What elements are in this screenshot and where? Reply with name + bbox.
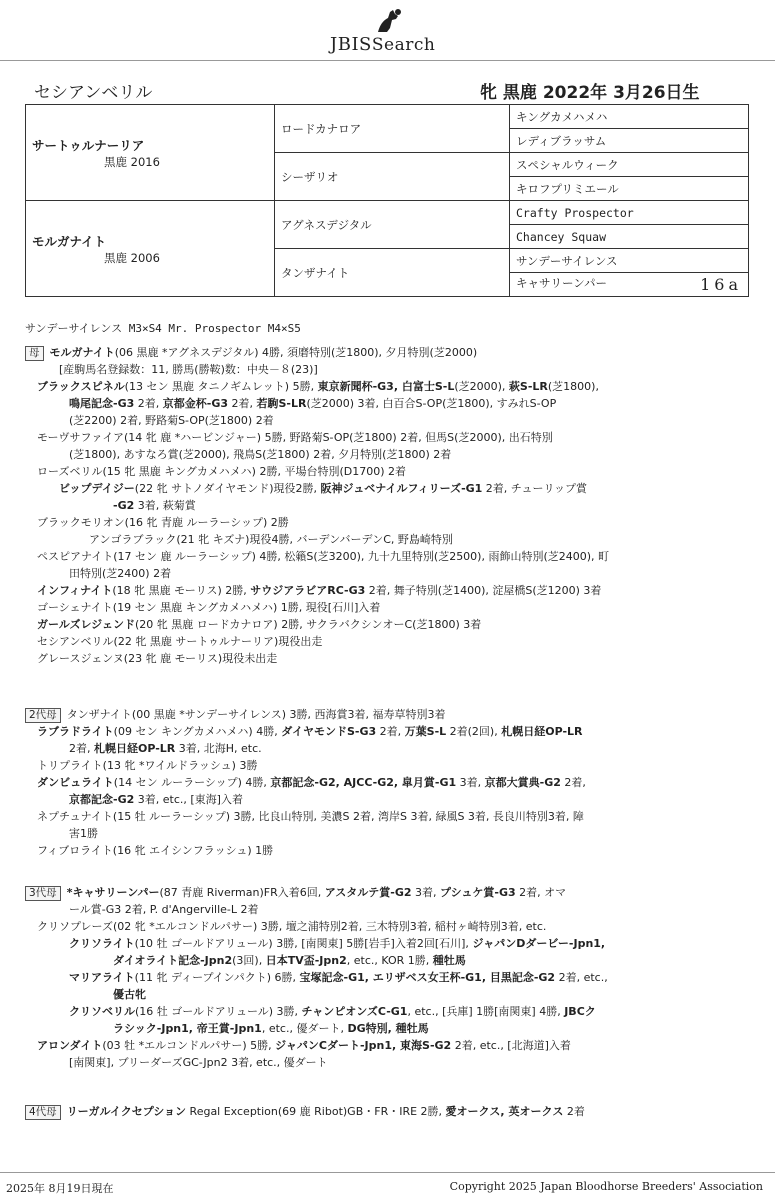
highlight-text: 宝塚記念-G1, エリザベス女王杯-G1, 目黒記念-G2 [299, 971, 556, 984]
highlight-text: 京都記念-G2 [69, 793, 135, 806]
family-line [25, 808, 725, 825]
record-text: ール賞-G3 2着, P. d'Angerville-L 2着 [69, 903, 259, 916]
record-text: グレースジェンヌ(23 牝 鹿 モーリス)現役未出走 [37, 652, 278, 665]
record-text: , etc., [兵庫] 1勝[南関東] 4勝, [407, 1005, 565, 1018]
generation-label: 2代母 [25, 708, 61, 723]
record-text: (11 牝 ディープインパクト) 6勝, [134, 971, 300, 984]
highlight-text: 種牡馬 [432, 954, 466, 967]
record-text: (03 牡 *エルコンドルパサー) 5勝, [102, 1039, 276, 1052]
family-section [25, 1103, 725, 1120]
record-text: ネプチュナイト(15 牡 ルーラーシップ) 3勝, 比良山特別, 美濃S 2着, 湾岸S 3着, 緑風S 3着, 長良川特別3着, 障 [37, 810, 584, 823]
highlight-text: ダイオライト記念-Jpn2 [113, 954, 233, 967]
family-line [25, 599, 725, 616]
record-text: 2着, etc., [555, 971, 608, 984]
record-text: ペスピアナイト(17 セン 鹿 ルーラーシップ) 4勝, 松籟S(芝3200), 九十九里特別(芝2500), 雨飾山特別(芝2400), 町 [37, 550, 610, 563]
highlight-text: 優古牝 [113, 988, 146, 1001]
highlight-text: 京都金杯-G3 [162, 397, 228, 410]
record-text: 2着, チューリップ賞 [482, 482, 588, 495]
record-text: ローズベリル(15 牝 黒鹿 キングカメハメハ) 2勝, 平場台特別(D1700) 2着 [37, 465, 406, 478]
pedigree-cell[interactable]: スペシャルウィーク [510, 153, 749, 177]
family-line [25, 514, 725, 531]
highlight-text: アスタルテ賞-G2 [324, 886, 412, 899]
highlight-text: チャンピオンズC-G1 [301, 1005, 408, 1018]
family-line [25, 463, 725, 480]
highlight-text: クリソライト [69, 937, 135, 950]
record-text: (3回), [232, 954, 266, 967]
record-text: タンザナイト(00 黒鹿 *サンデーサイレンス) 3勝, 西海賞3着, 福寿草特別3着 [66, 708, 446, 721]
highlight-text: 札幌日経OP-LR [501, 725, 583, 738]
highlight-text: ジャパンDダービー-Jpn1, [472, 937, 606, 950]
record-text: [産駒馬名登録数：11, 勝馬(勝鞍)数：中央－８(23)] [59, 363, 318, 376]
highlight-text: 京都大賞典-G2 [484, 776, 561, 789]
family-line [25, 650, 725, 667]
family-line [25, 774, 725, 791]
highlight-text: 日本TV盃-Jpn2 [265, 954, 347, 967]
highlight-text: ダンビュライト [37, 776, 114, 789]
pedigree-dam-dam[interactable]: タンザナイト [275, 249, 510, 297]
family-line [25, 706, 725, 723]
pedigree-dam[interactable]: モルガナイト 黒鹿 2006 [26, 201, 275, 297]
record-text: 2着, 舞子特別(芝1400), 淀屋橋S(芝1200) 3着 [365, 584, 602, 597]
generation-label: 3代母 [25, 886, 61, 901]
highlight-text: 東京新聞杯-G3, 白富士S-L [317, 380, 455, 393]
family-line [25, 740, 725, 757]
highlight-text: ビップデイジー [59, 482, 135, 495]
family-line [25, 429, 725, 446]
record-text: 3着, 萩菊賞 [134, 499, 196, 512]
generation-label: 母 [25, 346, 44, 361]
record-text: 2着, [69, 742, 94, 755]
highlight-text: インフィナイト [37, 584, 113, 597]
family-line [25, 1103, 725, 1120]
highlight-text: 阪神ジュベナイルフィリーズ-G1 [320, 482, 483, 495]
highlight-text: クリソベリル [69, 1005, 135, 1018]
family-line [25, 582, 725, 599]
family-line [25, 884, 725, 901]
record-text: , etc., 優ダート, [261, 1022, 348, 1035]
pedigree-cell[interactable]: Chancey Squaw [510, 225, 749, 249]
family-line [25, 791, 725, 808]
pedigree-cell[interactable]: キャサリーンパー 16a [510, 273, 749, 297]
footer-divider [0, 1172, 775, 1173]
record-text: [南関東], ブリーダーズGC-Jpn2 3着, etc., 優ダート [69, 1056, 328, 1069]
family-section [25, 344, 725, 667]
family-line [25, 548, 725, 565]
record-text: (20 牝 黒鹿 ロードカナロア) 2勝, サクラバクシンオーC(芝1800) 3着 [134, 618, 482, 631]
family-line [25, 344, 725, 361]
family-line [25, 633, 725, 650]
record-text: 3着, 北海H, etc. [175, 742, 262, 755]
record-text: 2着(2回), [446, 725, 502, 738]
record-text: (14 セン ルーラーシップ) 4勝, [113, 776, 271, 789]
family-line [25, 395, 725, 412]
record-text: 2着, etc., [北海道]入着 [451, 1039, 571, 1052]
record-text: (06 黒鹿 *アグネスデジタル) 4勝, 須磨特別(芝1800), 夕月特別(芝2000) [114, 346, 478, 359]
pedigree-table [25, 104, 749, 297]
family-line [25, 1037, 725, 1054]
family-line [25, 446, 725, 463]
record-text: 田特別(芝2400) 2着 [69, 567, 172, 580]
highlight-text: 萩S-LR [508, 380, 548, 393]
family-line [25, 531, 725, 548]
highlight-text: 万葉S-L [404, 725, 447, 738]
highlight-text: アロンダイト [37, 1039, 103, 1052]
family-line [25, 969, 725, 986]
pedigree-sire[interactable]: サートゥルナーリア 黒鹿 2016 [26, 105, 275, 201]
family-line [25, 986, 725, 1003]
pedigree-cell[interactable]: キロフプリミエール [510, 177, 749, 201]
highlight-text: ジャパンCダート-Jpn1, 東海S-G2 [275, 1039, 452, 1052]
family-line [25, 952, 725, 969]
highlight-text: ラシック-Jpn1, 帝王賞-Jpn1 [113, 1022, 262, 1035]
record-text: Regal Exception(69 鹿 Ribot)GB・FR・IRE 2勝, [186, 1105, 446, 1118]
highlight-text: サウジアラビアRC-G3 [250, 584, 366, 597]
family-line [25, 757, 725, 774]
family-line [25, 412, 725, 429]
highlight-text: -G2 [113, 499, 135, 512]
family-line [25, 1054, 725, 1071]
family-line [25, 616, 725, 633]
record-text: (10 牡 ゴールドアリュール) 3勝, [南関東] 5勝[岩手]入着2回[石川], [134, 937, 473, 950]
record-text: (芝2000), [454, 380, 509, 393]
record-text: , etc., KOR 1勝, [346, 954, 433, 967]
highlight-text: 鳴尾記念-G3 [69, 397, 135, 410]
horse-logo-icon [374, 6, 404, 36]
family-line [25, 1020, 725, 1037]
record-text: ブラックモリオン(16 牝 青鹿 ルーラーシップ) 2勝 [37, 516, 289, 529]
record-text: 2着, [228, 397, 257, 410]
highlight-text: マリアライト [69, 971, 135, 984]
family-line [25, 918, 725, 935]
family-number: 16a [700, 275, 742, 294]
highlight-text: モルガナイト [49, 346, 115, 359]
record-text: (22 牝 サトノダイヤモンド)現役2勝, [134, 482, 321, 495]
record-text: (芝2200) 2着, 野路菊S-OP(芝1800) 2着 [69, 414, 274, 427]
highlight-text: JBCク [564, 1005, 596, 1018]
family-line [25, 825, 725, 842]
highlight-text: 愛オークス, 英オークス [445, 1105, 564, 1118]
record-text: 3着, [411, 886, 441, 899]
highlight-text: プシュケ賞-G3 [440, 886, 516, 899]
jbis-logo[interactable] [330, 6, 470, 56]
highlight-text: ダイヤモンドS-G3 [281, 725, 377, 738]
record-text: (18 牝 黒鹿 モーリス) 2勝, [112, 584, 251, 597]
header-divider [0, 60, 775, 61]
record-text: (芝2000) 3着, 白百合S-OP(芝1800), すみれS-OP [306, 397, 557, 410]
pedigree-cell[interactable]: Crafty Prospector [510, 201, 749, 225]
highlight-text: ブラックスピネル [37, 380, 125, 393]
record-text: (16 牡 ゴールドアリュール) 3勝, [135, 1005, 302, 1018]
horse-name: セシアンベリル [34, 83, 153, 103]
highlight-text: リーガルイクセプション [66, 1105, 187, 1118]
record-text: トリプライト(13 牝 *ワイルドラッシュ) 3勝 [37, 759, 258, 772]
record-text: 2着, [134, 397, 163, 410]
as-of-date: 2025年 8月19日現在 [6, 1182, 114, 1195]
record-text: (芝1800), [547, 380, 599, 393]
family-line [25, 480, 725, 497]
inbreeding-line: サンデーサイレンス M3×S4 Mr. Prospector M4×S5 [25, 322, 301, 335]
highlight-text: ラブラドライト [37, 725, 114, 738]
pedigree-cell[interactable]: キングカメハメハ [510, 105, 749, 129]
copyright: Copyright 2025 Japan Bloodhorse Breeders' Association [449, 1180, 763, 1193]
record-text: (09 セン キングカメハメハ) 4勝, [113, 725, 282, 738]
family-line [25, 497, 725, 514]
pedigree-cell[interactable]: レディブラッサム [510, 129, 749, 153]
record-text: クリソプレーズ(02 牝 *エルコンドルパサー) 3勝, 壇之浦特別2着, 三木特別3着, 稲村ヶ崎特別3着, etc. [37, 920, 547, 933]
pedigree-cell[interactable]: サンデーサイレンス [510, 249, 749, 273]
record-text: (13 セン 黒鹿 タニノギムレット) 5勝, [124, 380, 318, 393]
family-section [25, 706, 725, 859]
record-text: (87 青鹿 Riverman)FR入着6回, [159, 886, 325, 899]
family-line [25, 361, 725, 378]
generation-label: 4代母 [25, 1105, 61, 1120]
highlight-text: ガールズレジェンド [37, 618, 135, 631]
highlight-text: *キャサリーンパー [66, 886, 160, 899]
record-text: 2着, [560, 776, 586, 789]
pedigree-sire-dam[interactable]: シーザリオ [275, 153, 510, 201]
pedigree-dam-sire[interactable]: アグネスデジタル [275, 201, 510, 249]
record-text: 3着, etc., [東海]入着 [134, 793, 243, 806]
record-text: セシアンベリル(22 牝 黒鹿 サートゥルナーリア)現役出走 [37, 635, 323, 648]
record-text: アンゴラブラック(21 牝 キズナ)現役4勝, バーデンバーデンC, 野島崎特別 [89, 533, 453, 546]
family-line [25, 378, 725, 395]
record-text: フィブロライト(16 牝 エイシンフラッシュ) 1勝 [37, 844, 274, 857]
record-text: (芝1800), あすなろ賞(芝2000), 飛鳥S(芝1800) 2着, 夕月特別(芝1800) 2着 [69, 448, 452, 461]
family-section [25, 884, 725, 1071]
family-line [25, 901, 725, 918]
family-line [25, 842, 725, 859]
highlight-text: 京都記念-G2, AJCC-G2, 皐月賞-G1 [270, 776, 457, 789]
record-text: 害1勝 [69, 827, 98, 840]
pedigree-sire-sire[interactable]: ロードカナロア [275, 105, 510, 153]
record-text: 2着, オマ [515, 886, 567, 899]
logo-text: JBISSearch [330, 34, 436, 55]
highlight-text: 札幌日経OP-LR [94, 742, 176, 755]
family-line [25, 935, 725, 952]
family-line [25, 1003, 725, 1020]
record-text: 2着, [376, 725, 405, 738]
family-line [25, 565, 725, 582]
record-text: 2着 [563, 1105, 585, 1118]
horse-info: 牝 黒鹿 2022年 3月26日生 [480, 83, 700, 103]
record-text: 3着, [456, 776, 485, 789]
highlight-text: DG特別, 種牡馬 [347, 1022, 429, 1035]
highlight-text: 若駒S-LR [256, 397, 307, 410]
record-text: ゴーシェナイト(19 セン 黒鹿 キングカメハメハ) 1勝, 現役[石川]入着 [37, 601, 381, 614]
family-line [25, 723, 725, 740]
record-text: モーヴサファイア(14 牝 鹿 *ハービンジャー) 5勝, 野路菊S-OP(芝1800) 2着, 但馬S(芝2000), 出石特別 [37, 431, 553, 444]
